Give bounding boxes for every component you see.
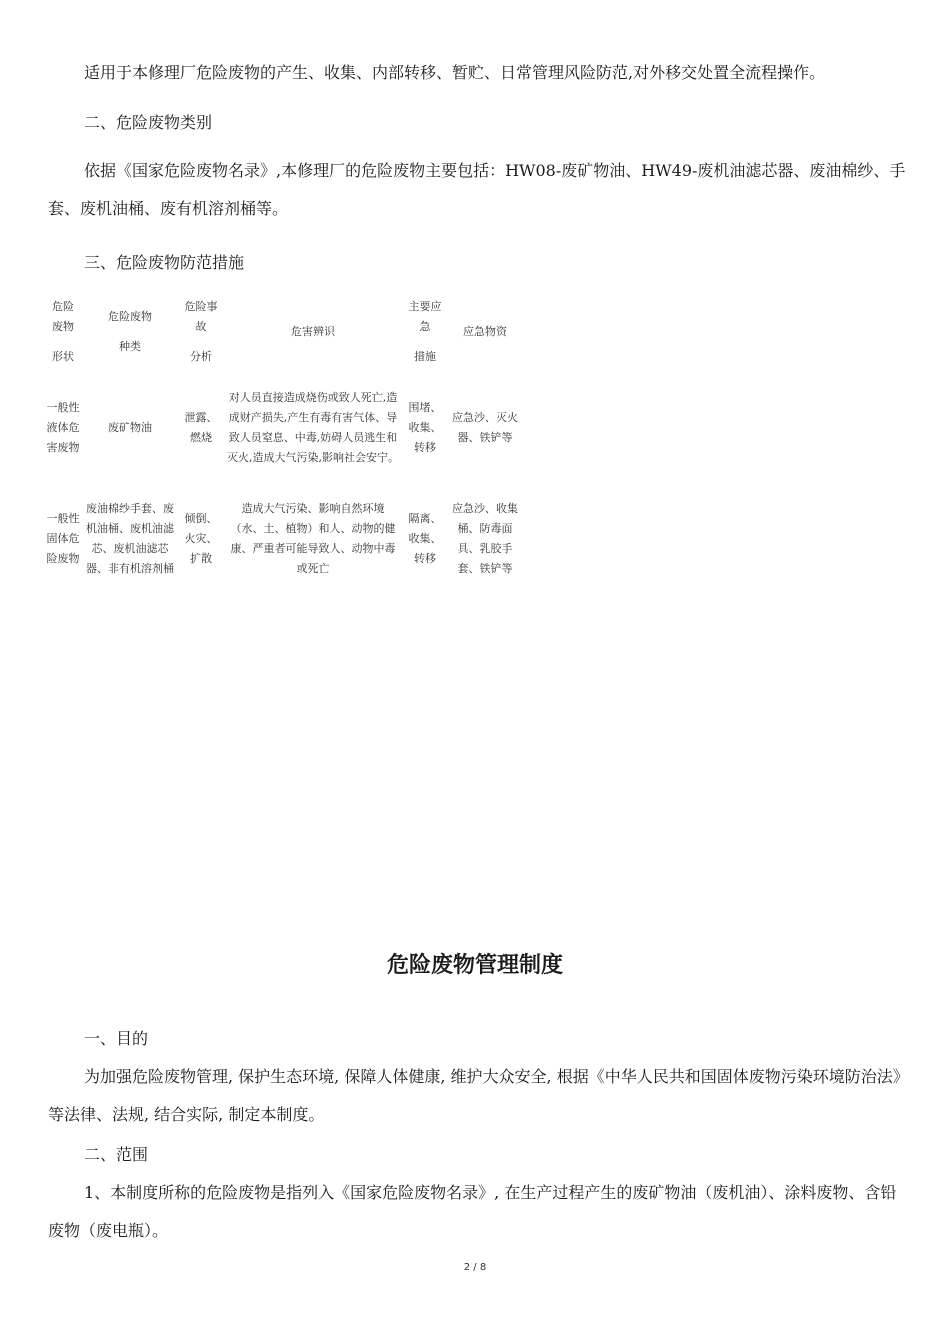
table-header-row bbox=[44, 292, 522, 372]
cell-measure: 隔离、收集、转移 bbox=[408, 512, 442, 565]
heading-prevention-measures: 三、危险废物防范措施 bbox=[84, 253, 245, 272]
cell-supplies: 应急沙、灭火器、铁铲等 bbox=[452, 411, 518, 444]
heading-scope: 二、范围 bbox=[84, 1145, 149, 1164]
cell-kind: 废矿物油 bbox=[108, 421, 152, 434]
paragraph-purpose: 为加强危险废物管理, 保护生态环境, 保障人体健康, 维护大众安全, 根据《中华人民共和国固体废物污染环境防治法》等法律、法规, 结合实际, 制定本制度。 bbox=[48, 1067, 901, 1124]
cell-form: 一般性液体危害废物 bbox=[46, 401, 80, 454]
table-row bbox=[44, 372, 522, 484]
document-title: 危险废物管理制度 bbox=[386, 953, 563, 978]
cell-accident: 泄露、燃烧 bbox=[184, 411, 218, 444]
heading-purpose: 一、目的 bbox=[84, 1029, 149, 1048]
paragraph-waste-types: 依据《国家危险废物名录》,本修理厂的危险废物主要包括：HW08-废矿物油、HW49-废机油滤芯器、废油棉纱、手套、废机油桶、废有机溶剂桶等。 bbox=[48, 161, 906, 218]
header-hazard: 危害辨识 bbox=[291, 325, 335, 338]
header-form: 危险 废物 形状 bbox=[52, 300, 74, 363]
cell-kind: 废油棉纱手套、废机油桶、废机油滤芯、废机油滤芯器、非有机溶剂桶 bbox=[86, 502, 174, 575]
cell-measure: 围堵、收集、转移 bbox=[408, 401, 442, 454]
hazard-table bbox=[44, 292, 522, 594]
cell-hazard: 造成大气污染、影响自然环境（水、土、植物）和人、动物的健康、严重者可能导致人、动物中毒或死亡 bbox=[230, 502, 396, 575]
page-number: 2 / 8 bbox=[463, 1262, 487, 1273]
header-accident: 危险事 故 分析 bbox=[184, 300, 218, 363]
cell-supplies: 应急沙、收集桶、防毒面具、乳胶手套、铁铲等 bbox=[452, 502, 518, 575]
paragraph-scope: 适用于本修理厂危险废物的产生、收集、内部转移、暂贮、日常管理风险防范,对外移交处置全流程操作。 bbox=[84, 63, 826, 82]
table-row bbox=[44, 484, 522, 594]
header-measure: 主要应 急 措施 bbox=[408, 300, 442, 363]
header-kind: 危险废物 种类 bbox=[108, 310, 152, 353]
heading-waste-types: 二、危险废物类别 bbox=[84, 113, 213, 132]
header-supplies: 应急物资 bbox=[463, 325, 507, 338]
cell-hazard: 对人员直接造成烧伤或致人死亡,造成财产损失,产生有毒有害气体、导致人员窒息、中毒,妨碍人员逃生和灭火,造成大气污染,影响社会安宁。 bbox=[227, 391, 399, 464]
cell-form: 一般性固体危险废物 bbox=[46, 512, 80, 565]
paragraph-scope-item-1: 1、本制度所称的危险废物是指列入《国家危险废物名录》, 在生产过程产生的废矿物油（废机油）、涂料废物、含铅废物（废电瓶）。 bbox=[48, 1183, 897, 1240]
cell-accident: 倾倒、火灾、扩散 bbox=[184, 512, 218, 565]
